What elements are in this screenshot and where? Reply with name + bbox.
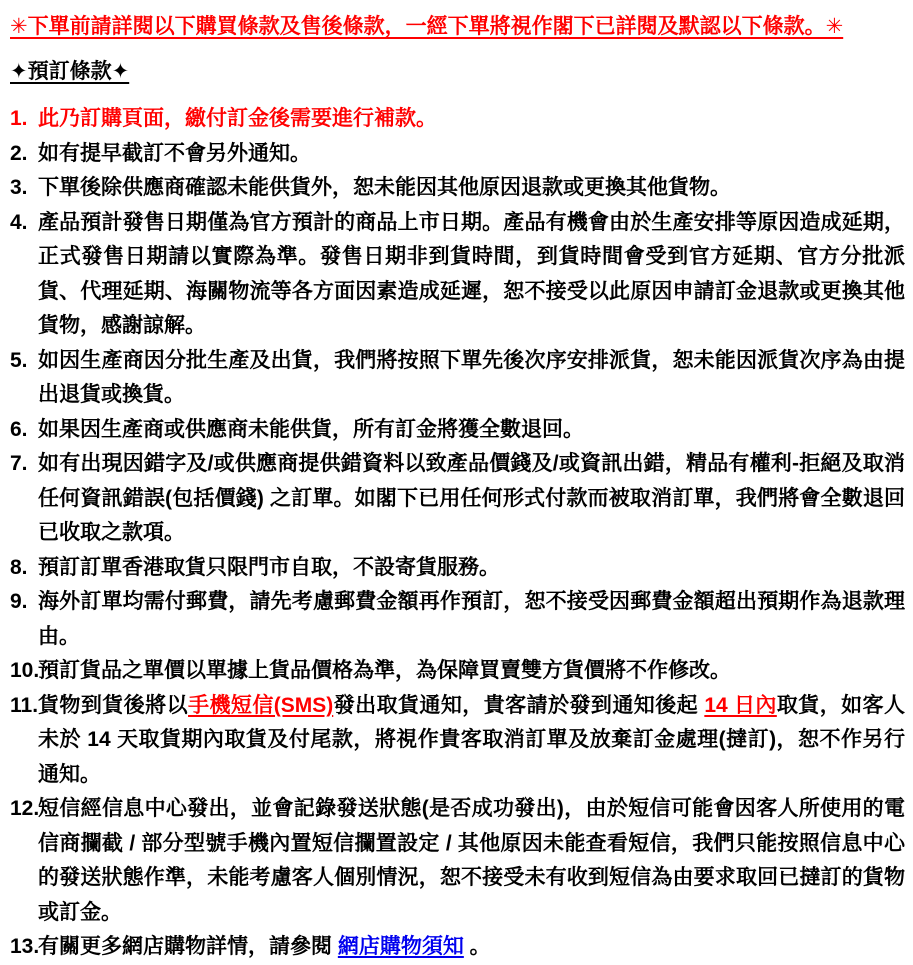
term-text: 預訂貨品之單價以單據上貨品價格為準，為保障買賣雙方貨價將不作修改。 [38,659,731,682]
item-number: 11. [10,693,39,717]
term-text: 發出取貨通知，貴客請於發到通知後起 [333,693,705,717]
item-number: 2. [10,141,28,165]
term-text: 如因生產商因分批生產及出貨，我們將按照下單先後次序安排派貨，恕未能因派貨次序為由提出退貨或換貨。 [38,348,905,406]
term-text: 下單後除供應商確認未能供貨外，恕未能因其他原因退款或更換其他貨物。 [38,176,731,199]
list-item [10,654,905,689]
list-item [10,206,905,344]
shop-guide-link[interactable]: 網店購物須知 [337,935,464,958]
term-text: 如有出現因錯字及/或供應商提供錯資料以致產品價錢及/或資訊出錯，精品有權利-拒絕及取消任何資訊錯誤(包括價錢) 之訂單。如閣下已用任何形式付款而被取消訂單，我們將會全數退回已收取之款項。 [38,452,905,544]
list-item [10,551,905,586]
item-number: 12. [10,797,40,820]
list-item [10,930,905,965]
term-text: 。 [463,935,491,958]
item-number: 1. [10,107,28,130]
list-item [10,102,905,137]
item-number: 9. [10,590,28,613]
list-item [10,137,905,172]
list-item [10,413,905,448]
term-text: 如果因生產商或供應商未能供貨，所有訂金將獲全數退回。 [38,417,584,441]
list-item [10,344,905,413]
header-notice: ✳下單前請詳閱以下購買條款及售後條款，一經下單將視作閣下已詳閱及默認以下條款。✳ [10,15,844,38]
highlight-text: 手機短信(SMS) [188,693,334,717]
list-item [10,792,905,930]
item-number: 10. [10,659,40,682]
list-item [10,585,905,654]
item-number: 5. [10,348,28,372]
terms-list [10,102,905,965]
term-text: 此乃訂購頁面，繳付訂金後需要進行補款。 [38,107,437,130]
item-number: 7. [10,452,28,475]
term-text: 取貨，如客人未於 14 天取貨期內取貨及付尾款，將視作貴客取消訂單及放棄訂金處理(撻訂)，恕不作另行通知。 [38,693,905,786]
term-text: 海外訂單均需付郵費，請先考慮郵費金額再作預訂，恕不接受因郵費金額超出預期作為退款理由。 [38,590,905,648]
item-number: 13. [10,935,40,958]
item-number: 4. [10,210,28,234]
item-number: 6. [10,417,28,441]
term-text: 預訂訂單香港取貨只限門市自取，不設寄貨服務。 [38,555,500,579]
term-text: 產品預計發售日期僅為官方預計的商品上市日期。產品有機會由於生產安排等原因造成延期，正式發售日期請以實際為準。發售日期非到貨時間，到貨時間會受到官方延期、官方分批派貨、代理延期、海關物流等各方面因素造成延遲，恕不接受以此原因申請訂金退款或更換其他貨物，感謝諒解。 [38,210,905,337]
list-item [10,171,905,206]
term-text: 有關更多網店購物詳情，請參閱 [38,935,338,958]
list-item [10,447,905,551]
term-text: 如有提早截訂不會另外通知。 [38,141,311,165]
section-title-preorder-terms: ✦預訂條款✦ [10,60,130,83]
term-text: 短信經信息中心發出，並會記錄發送狀態(是否成功發出)，由於短信可能會因客人所使用的電信商攔截 / 部分型號手機內置短信攔置設定 / 其他原因未能查看短信，我們只能按照信息中心的發送狀態作準，未能考慮客人個別情況，恕不接受未有收到短信為由要求取回已撻訂的貨物或訂金。 [38,797,905,924]
item-number: 8. [10,555,28,579]
highlight-text: 14 日內 [704,693,777,717]
item-number: 3. [10,176,28,199]
list-item [10,689,905,793]
term-text: 貨物到貨後將以 [38,693,189,717]
